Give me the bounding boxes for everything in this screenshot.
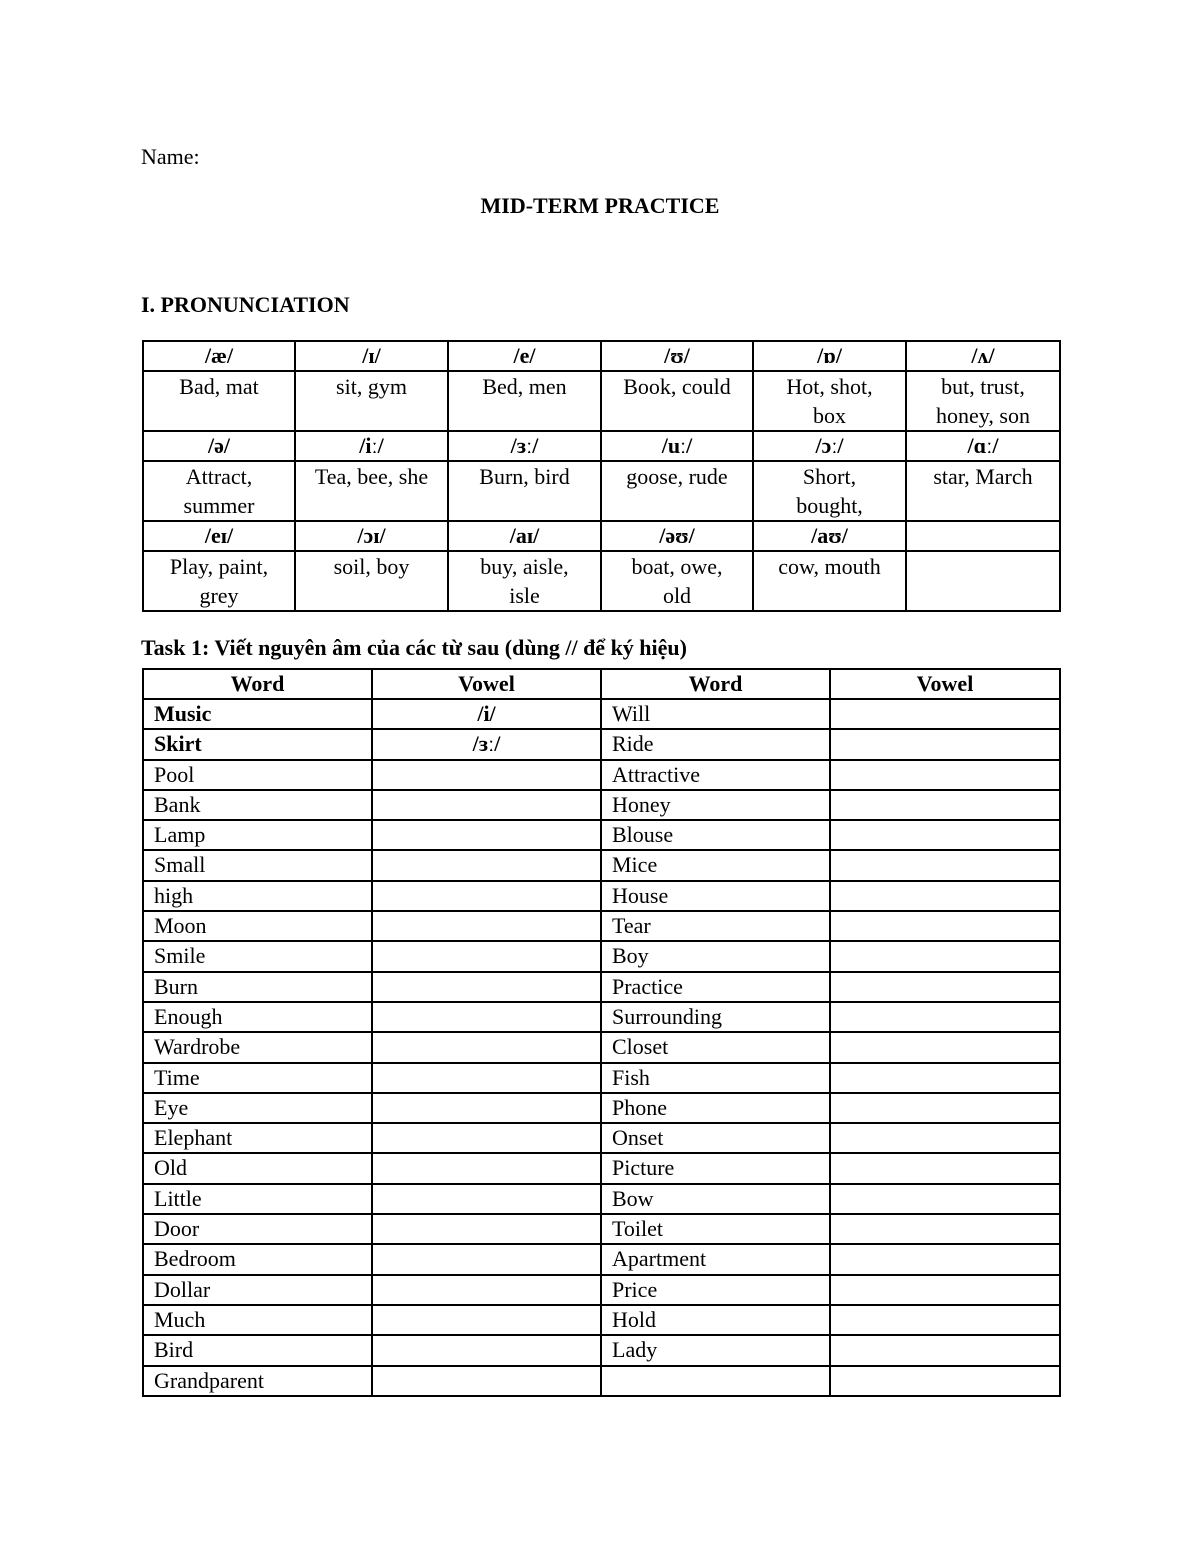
word-cell: Time: [143, 1063, 372, 1093]
word-cell: Lady: [601, 1335, 830, 1365]
vowel-answer-cell[interactable]: [830, 729, 1060, 759]
vowel-example-cell: [448, 551, 601, 611]
vowel-answer-cell[interactable]: [830, 790, 1060, 820]
vowel-example-cell: [753, 551, 906, 611]
word-cell: Moon: [143, 911, 372, 941]
table-row: [143, 911, 1060, 941]
word-cell: high: [143, 881, 372, 911]
vowel-symbol-cell: [906, 521, 1060, 551]
vowel-symbol-cell: /ɜː/: [448, 431, 601, 461]
vowel-answer-cell[interactable]: [830, 911, 1060, 941]
table-row: [143, 941, 1060, 971]
vowel-answer-cell[interactable]: [830, 941, 1060, 971]
vowel-answer-cell[interactable]: [830, 1305, 1060, 1335]
vowel-symbol-row: [143, 431, 1060, 461]
vowel-symbol-cell: /uː/: [601, 431, 753, 461]
table-row: [143, 790, 1060, 820]
vowel-answer-cell[interactable]: [372, 1305, 601, 1335]
vowel-answer-cell[interactable]: [830, 1214, 1060, 1244]
vowel-example-cell: [295, 551, 448, 611]
table-row: [143, 1305, 1060, 1335]
vowel-answer-cell[interactable]: [830, 1184, 1060, 1214]
example-line: Burn, bird: [479, 464, 570, 489]
vowel-symbol-cell: /aʊ/: [753, 521, 906, 551]
vowel-symbol-cell: /əʊ/: [601, 521, 753, 551]
example-line: buy, aisle,: [480, 554, 569, 579]
word-cell: Music: [143, 699, 372, 729]
table-row: [143, 1002, 1060, 1032]
word-cell: Small: [143, 850, 372, 880]
table-row: [143, 1275, 1060, 1305]
vowel-answer-cell[interactable]: [830, 1063, 1060, 1093]
word-cell: Mice: [601, 850, 830, 880]
vowel-example-cell: [906, 461, 1060, 521]
vowel-example-cell: [906, 551, 1060, 611]
vowel-answer-cell[interactable]: [372, 911, 601, 941]
vowel-symbol-cell: /eɪ/: [143, 521, 295, 551]
vowel-symbol-cell: /ɪ/: [295, 341, 448, 371]
word-cell: Old: [143, 1153, 372, 1183]
table-row: [143, 1244, 1060, 1274]
vowel-symbol-cell: /iː/: [295, 431, 448, 461]
word-cell: Bow: [601, 1184, 830, 1214]
word-cell: Boy: [601, 941, 830, 971]
word-cell: Hold: [601, 1305, 830, 1335]
table-row: [143, 1123, 1060, 1153]
word-cell: Toilet: [601, 1214, 830, 1244]
vowel-answer-cell[interactable]: [830, 820, 1060, 850]
vowel-example-row: [143, 371, 1060, 431]
vowel-example-cell: [143, 371, 295, 431]
example-line: soil, boy: [333, 554, 410, 579]
vowel-example-row: [143, 551, 1060, 611]
vowel-example-cell: [295, 461, 448, 521]
vowel-answer-cell[interactable]: [372, 760, 601, 790]
example-line: grey: [199, 583, 239, 608]
vowel-answer-cell[interactable]: [372, 850, 601, 880]
word-cell: Elephant: [143, 1123, 372, 1153]
word-cell: Little: [143, 1184, 372, 1214]
vowel-answer-cell[interactable]: [372, 1093, 601, 1123]
example-line: Tea, bee, she: [314, 464, 429, 489]
example-line: Attract,: [185, 464, 253, 489]
table-row: [143, 1214, 1060, 1244]
vowel-example-cell: [753, 371, 906, 431]
example-line: old: [662, 583, 692, 608]
vowel-answer-cell[interactable]: [830, 1002, 1060, 1032]
task1-table: [142, 668, 1061, 1397]
word-cell: Apartment: [601, 1244, 830, 1274]
example-line: Hot, shot,: [786, 374, 873, 399]
word-cell: Enough: [143, 1002, 372, 1032]
word-cell: Tear: [601, 911, 830, 941]
example-line: Short,: [802, 464, 857, 489]
word-cell: Eye: [143, 1093, 372, 1123]
word-cell: Bank: [143, 790, 372, 820]
table-row: [143, 820, 1060, 850]
vowel-symbol-cell: /aɪ/: [448, 521, 601, 551]
table-row: [143, 729, 1060, 759]
word-cell: Price: [601, 1275, 830, 1305]
vowel-example-cell: [448, 371, 601, 431]
vowel-symbol-cell: /ʌ/: [906, 341, 1060, 371]
vowel-example-cell: [448, 461, 601, 521]
vowel-symbol-cell: /ɔː/: [753, 431, 906, 461]
vowel-symbol-row: [143, 341, 1060, 371]
table-row: [143, 850, 1060, 880]
vowel-answer-cell[interactable]: [830, 1123, 1060, 1153]
word-cell: Skirt: [143, 729, 372, 759]
vowel-example-cell: [601, 551, 753, 611]
vowel-answer-cell[interactable]: [372, 881, 601, 911]
table-row: [143, 1093, 1060, 1123]
word-cell: Picture: [601, 1153, 830, 1183]
word-cell: Will: [601, 699, 830, 729]
vowel-answer-cell[interactable]: [372, 820, 601, 850]
word-cell: Closet: [601, 1032, 830, 1062]
vowel-answer-cell[interactable]: [830, 850, 1060, 880]
vowel-answer-cell[interactable]: [372, 972, 601, 1002]
example-line: goose, rude: [626, 464, 728, 489]
vowel-symbol-cell: /ɒ/: [753, 341, 906, 371]
example-line: Book, could: [623, 374, 731, 399]
vowel-symbol-cell: /ə/: [143, 431, 295, 461]
table-row: [143, 1184, 1060, 1214]
word-cell: Fish: [601, 1063, 830, 1093]
vowel-answer-cell[interactable]: [372, 941, 601, 971]
vowel-answer-cell[interactable]: [830, 1275, 1060, 1305]
example-line: but, trust,: [941, 374, 1025, 399]
vowel-answer-cell[interactable]: [830, 1032, 1060, 1062]
word-cell: Door: [143, 1214, 372, 1244]
word-cell: Onset: [601, 1123, 830, 1153]
vowel-answer-cell[interactable]: [830, 1093, 1060, 1123]
vowel-answer-cell[interactable]: [830, 699, 1060, 729]
example-line: Bed, men: [482, 374, 567, 399]
vowel-reference-table: [142, 340, 1061, 612]
vowel-example-row: [143, 461, 1060, 521]
example-line: boat, owe,: [631, 554, 723, 579]
word-cell: Bedroom: [143, 1244, 372, 1274]
vowel-symbol-cell: /æ/: [143, 341, 295, 371]
vowel-answer-cell[interactable]: [830, 1335, 1060, 1365]
table-row: [143, 881, 1060, 911]
example-line: bought,: [796, 493, 863, 518]
example-line: Bad, mat: [179, 374, 259, 399]
vowel-example-cell: [143, 461, 295, 521]
task-heading: Task 1: Viết nguyên âm của các từ sau (dùng // để ký hiệu): [141, 635, 687, 660]
word-cell: Much: [143, 1305, 372, 1335]
example-line: isle: [509, 583, 540, 608]
vowel-symbol-cell: /ɑː/: [906, 431, 1060, 461]
word-cell: Grandparent: [143, 1366, 372, 1396]
vowel-answer-cell[interactable]: [372, 1335, 601, 1365]
vowel-example-cell: [601, 371, 753, 431]
vowel-answer-cell[interactable]: [830, 972, 1060, 1002]
vowel-symbol-cell: /ɔɪ/: [295, 521, 448, 551]
word-cell: Burn: [143, 972, 372, 1002]
table-row: [143, 1063, 1060, 1093]
word-cell: Bird: [143, 1335, 372, 1365]
word-cell: Dollar: [143, 1275, 372, 1305]
table-row: [143, 1366, 1060, 1396]
example-line: box: [813, 403, 846, 428]
vowel-answer-cell[interactable]: [372, 1184, 601, 1214]
example-line: cow, mouth: [778, 554, 881, 579]
column-header-vowel: Vowel: [830, 669, 1060, 699]
vowel-answer-cell[interactable]: [830, 760, 1060, 790]
document-title: MID-TERM PRACTICE: [480, 193, 720, 218]
word-cell: Honey: [601, 790, 830, 820]
word-cell: House: [601, 881, 830, 911]
vowel-answer-cell[interactable]: [372, 1214, 601, 1244]
vowel-answer-cell[interactable]: [372, 1244, 601, 1274]
word-cell: [601, 1366, 830, 1396]
word-cell: Attractive: [601, 760, 830, 790]
name-label: Name:: [141, 144, 200, 169]
vowel-answer-cell[interactable]: [830, 881, 1060, 911]
table-row: [143, 1335, 1060, 1365]
word-cell: Ride: [601, 729, 830, 759]
column-header-vowel: Vowel: [372, 669, 601, 699]
example-line: star, March: [933, 464, 1033, 489]
table-row: [143, 760, 1060, 790]
vowel-answer-cell[interactable]: [372, 1002, 601, 1032]
word-cell: Blouse: [601, 820, 830, 850]
vowel-answer-cell[interactable]: /i/: [372, 699, 601, 729]
example-line: Play, paint,: [169, 554, 269, 579]
word-cell: Smile: [143, 941, 372, 971]
vowel-answer-cell[interactable]: [372, 1032, 601, 1062]
word-cell: Practice: [601, 972, 830, 1002]
word-cell: Surrounding: [601, 1002, 830, 1032]
vowel-example-cell: [143, 551, 295, 611]
vowel-answer-cell[interactable]: [372, 1063, 601, 1093]
vowel-answer-cell[interactable]: [372, 1153, 601, 1183]
vowel-answer-cell[interactable]: [372, 1123, 601, 1153]
column-header-word: Word: [143, 669, 372, 699]
vowel-answer-cell[interactable]: [830, 1244, 1060, 1274]
table-row: [143, 699, 1060, 729]
word-cell: Pool: [143, 760, 372, 790]
vowel-example-cell: [295, 371, 448, 431]
example-line: summer: [183, 493, 255, 518]
word-cell: Lamp: [143, 820, 372, 850]
vowel-symbol-row: [143, 521, 1060, 551]
vowel-example-cell: [906, 371, 1060, 431]
example-line: sit, gym: [336, 374, 407, 399]
task1-header-row: [143, 669, 1060, 699]
vowel-answer-cell[interactable]: [372, 1275, 601, 1305]
vowel-answer-cell[interactable]: [372, 1366, 601, 1396]
word-cell: Phone: [601, 1093, 830, 1123]
word-cell: Wardrobe: [143, 1032, 372, 1062]
table-row: [143, 972, 1060, 1002]
vowel-example-cell: [753, 461, 906, 521]
vowel-answer-cell[interactable]: /ɜː/: [372, 729, 601, 759]
vowel-symbol-cell: /ʊ/: [601, 341, 753, 371]
vowel-symbol-cell: /e/: [448, 341, 601, 371]
table-row: [143, 1032, 1060, 1062]
section-heading: I. PRONUNCIATION: [141, 292, 350, 317]
vowel-example-cell: [601, 461, 753, 521]
vowel-answer-cell[interactable]: [830, 1153, 1060, 1183]
example-line: honey, son: [936, 403, 1030, 428]
vowel-answer-cell[interactable]: [372, 790, 601, 820]
column-header-word: Word: [601, 669, 830, 699]
table-row: [143, 1153, 1060, 1183]
vowel-answer-cell[interactable]: [830, 1366, 1060, 1396]
